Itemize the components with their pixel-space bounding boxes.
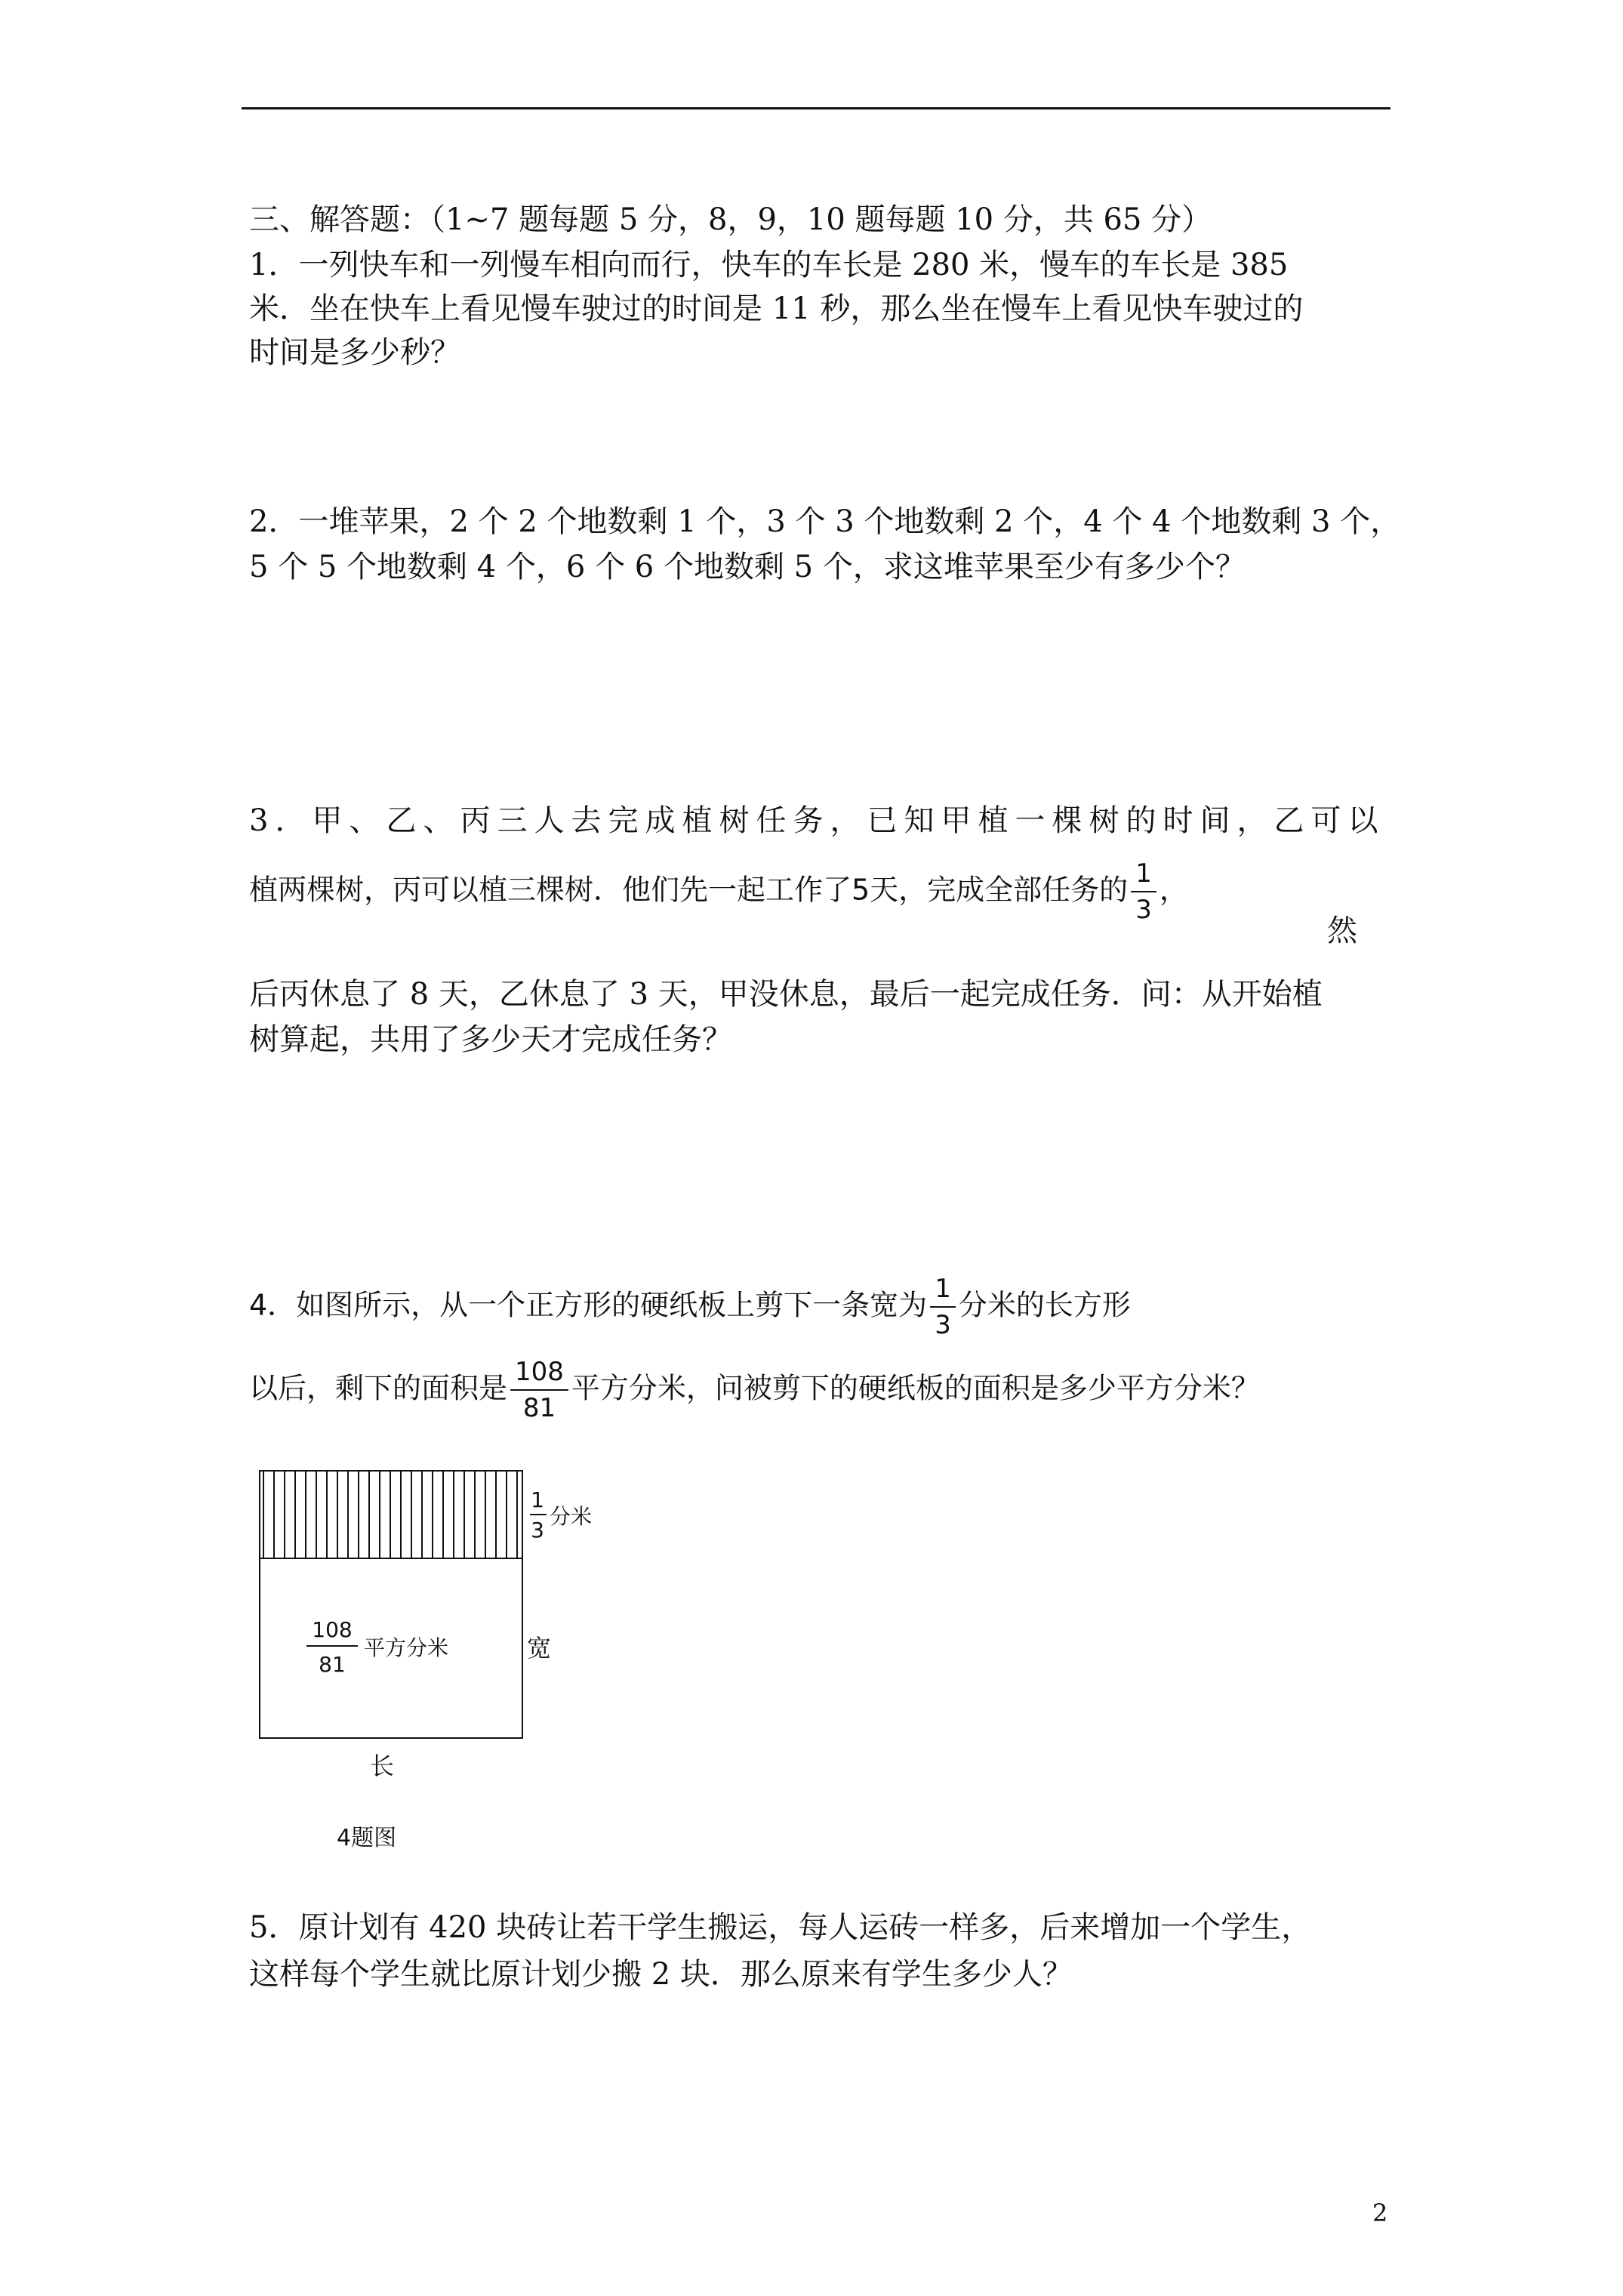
q4-line-1-fraction-numerator: 1 <box>930 1276 956 1308</box>
q2-line-1: 2．一堆苹果，2 个 2 个地数剩 1 个，3 个 3 个地数剩 2 个，4 个 4 个地数剩 3 个， <box>249 504 1401 539</box>
q3-line-3: 后丙休息了 8 天，乙休息了 3 天，甲没休息，最后一起完成任务．问：从开始植 <box>249 977 1323 1012</box>
strip-unit: 分米 <box>550 1504 593 1529</box>
q3-fraction-numerator: 1 <box>1131 861 1156 892</box>
q4-line-1-post: 分米的长方形 <box>958 1288 1131 1322</box>
q4-line-1 <box>249 1276 1131 1338</box>
header-rule <box>242 107 1390 109</box>
q4-line-1-fraction-denominator: 3 <box>935 1310 951 1340</box>
cut-strip <box>260 1471 522 1558</box>
q4-line-2-post: 平方分米，问被剪下的硬纸板的面积是多少平方分米？ <box>571 1371 1260 1405</box>
strip-fraction-denominator: 3 <box>531 1518 544 1542</box>
length-label: 长 <box>370 1752 395 1780</box>
q2-line-2: 5 个 5 个地数剩 4 个，6 个 6 个地数剩 5 个，求这堆苹果至少有多少个？ <box>249 550 1246 584</box>
q4-line-2 <box>249 1359 1260 1421</box>
q5-line-1: 5．原计划有 420 块砖让若干学生搬运，每人运砖一样多，后来增加一个学生， <box>249 1910 1312 1945</box>
area-fraction-numerator: 108 <box>312 1617 353 1642</box>
q4-line-1-fraction <box>930 1276 956 1338</box>
width-label: 宽 <box>527 1634 552 1663</box>
q4-line-1-pre: 4．如图所示，从一个正方形的硬纸板上剪下一条宽为 <box>249 1288 928 1322</box>
q3-line-2-comma: ， <box>1159 873 1188 907</box>
area-unit: 平方分米 <box>364 1635 449 1660</box>
figure-caption: 4题图 <box>337 1825 397 1851</box>
q3-line-2 <box>249 858 1188 925</box>
q4-line-2-fraction-denominator: 81 <box>522 1393 556 1423</box>
page-number: 2 <box>1372 2199 1388 2227</box>
area-fraction-denominator: 81 <box>319 1652 346 1677</box>
q5-line-2: 这样每个学生就比原计划少搬 2 块．那么原来有学生多少人？ <box>249 1957 1073 1992</box>
strip-fraction-numerator: 1 <box>531 1487 544 1512</box>
q4-line-2-pre: 以后，剩下的面积是 <box>249 1371 508 1405</box>
q3-fraction-denominator: 3 <box>1135 895 1152 925</box>
q4-line-2-fraction-numerator: 108 <box>510 1359 568 1391</box>
q1-line-1: 1．一列快车和一列慢车相向而行，快车的车长是 280 米，慢车的车长是 385 <box>249 248 1289 282</box>
q3-line-2-after: 然 <box>1327 914 1357 948</box>
q4-line-2-fraction <box>510 1359 568 1421</box>
q3-line-4: 树算起，共用了多少天才完成任务？ <box>249 1022 732 1057</box>
q1-line-2: 米．坐在快车上看见慢车驶过的时间是 11 秒，那么坐在慢车上看见快车驶过的 <box>249 291 1304 326</box>
section-heading: 三、解答题：（1~7 题每题 5 分，8，9，10 题每题 10 分，共 65 分） <box>249 202 1212 237</box>
q4-figure <box>258 1469 651 1862</box>
q3-line-1: 3．甲、乙、丙三人去完成植树任务，已知甲植一棵树的时间，乙可以 <box>249 803 1385 838</box>
q3-line-2-text: 植两棵树，丙可以植三棵树．他们先一起工作了5天，完成全部任务的 <box>249 873 1129 907</box>
q3-fraction <box>1131 858 1156 925</box>
q1-line-3: 时间是多少秒？ <box>249 335 460 370</box>
